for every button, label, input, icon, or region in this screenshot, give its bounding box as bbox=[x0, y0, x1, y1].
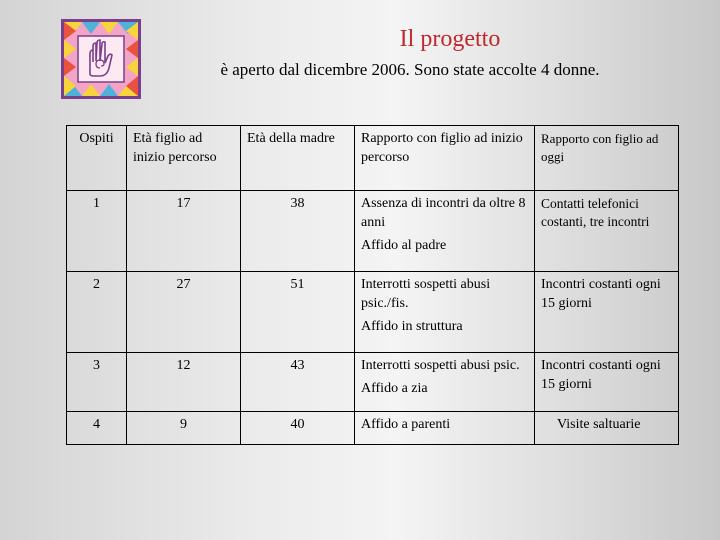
table-row bbox=[67, 191, 679, 272]
cell-rapporto-inizio bbox=[355, 412, 535, 445]
page-title: Il progetto bbox=[399, 26, 501, 52]
cell-rapporto-inizio bbox=[355, 272, 535, 353]
rapporto-inizio-line: Affido al padre bbox=[361, 237, 447, 253]
cell-eta-figlio: 17 bbox=[127, 191, 241, 272]
table-row bbox=[67, 353, 679, 412]
cell-ospite: 3 bbox=[67, 353, 127, 412]
cell-eta-figlio: 27 bbox=[127, 272, 241, 353]
spiral-hand-quilt-icon bbox=[60, 18, 142, 100]
cell-ospite: 1 bbox=[67, 191, 127, 272]
header-eta-figlio: Età figlio ad inizio percorso bbox=[127, 126, 241, 191]
cell-eta-madre: 43 bbox=[241, 353, 355, 412]
table-row bbox=[67, 272, 679, 353]
cell-ospite: 4 bbox=[67, 412, 127, 445]
cell-rapporto-inizio bbox=[355, 191, 535, 272]
rapporto-inizio-line: Interrotti sospetti abusi psic. bbox=[361, 358, 520, 374]
header-rapporto-oggi: Rapporto con figlio ad oggi bbox=[535, 126, 679, 191]
page-subtitle: è aperto dal dicembre 2006. Sono state accolte 4 donne. bbox=[220, 60, 600, 79]
cell-rapporto-inizio bbox=[355, 353, 535, 412]
guests-table bbox=[66, 125, 679, 445]
cell-rapporto-oggi: Contatti telefonici costanti, tre incontri bbox=[535, 191, 679, 272]
cell-ospite: 2 bbox=[67, 272, 127, 353]
table-header-row bbox=[67, 126, 679, 191]
rapporto-inizio-line: Interrotti sospetti abusi psic./fis. bbox=[361, 277, 491, 312]
cell-rapporto-oggi: Incontri costanti ogni 15 giorni bbox=[535, 353, 679, 412]
cell-eta-madre: 40 bbox=[241, 412, 355, 445]
rapporto-inizio-line: Affido a zia bbox=[361, 381, 428, 397]
cell-eta-figlio: 9 bbox=[127, 412, 241, 445]
cell-rapporto-oggi: Incontri costanti ogni 15 giorni bbox=[535, 272, 679, 353]
cell-eta-madre: 38 bbox=[241, 191, 355, 272]
rapporto-inizio-line: Affido in struttura bbox=[361, 318, 463, 334]
header-rapporto-inizio: Rapporto con figlio ad inizio percorso bbox=[355, 126, 535, 191]
rapporto-inizio-line: Affido a parenti bbox=[361, 417, 451, 433]
rapporto-inizio-line: Assenza di incontri da oltre 8 anni bbox=[361, 196, 526, 230]
table-row bbox=[67, 412, 679, 445]
cell-eta-madre: 51 bbox=[241, 272, 355, 353]
cell-rapporto-oggi: Visite saltuarie bbox=[535, 412, 679, 445]
header-ospiti: Ospiti bbox=[67, 126, 127, 191]
header-eta-madre: Età della madre bbox=[241, 126, 355, 191]
cell-eta-figlio: 12 bbox=[127, 353, 241, 412]
